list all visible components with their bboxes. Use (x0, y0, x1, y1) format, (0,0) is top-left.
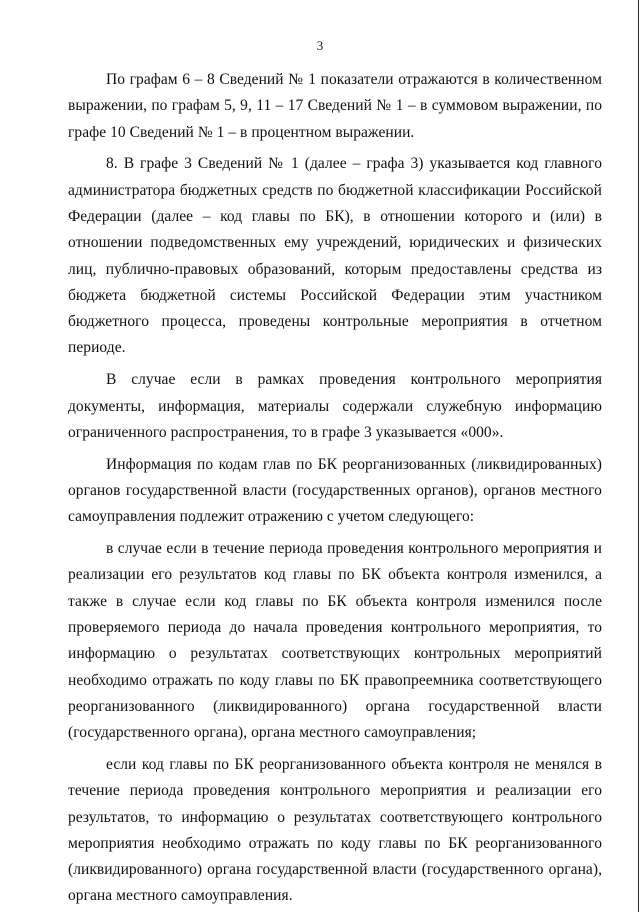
paragraph-graphs-6-8: По графам 6 – 8 Сведений № 1 показатели отражаются в количественном выражении, по графам 5, 9, 11 – 17 Сведений № 1 – в суммовом выражении, по графе 10 Сведений № 1 – в процентном выражении. (68, 71, 602, 141)
paragraph-restricted-info: В случае если в рамках проведения контрольного мероприятия документы, информация, материалы содержали служебную информацию ограниченного распространения, то в графе 3 указывается «000». (68, 371, 602, 441)
paragraph-code-unchanged: если код главы по БК реорганизованного объекта контроля не менялся в течение периода проведения контрольного мероприятия и реализации его результатов, то информацию о результатах соответствующего контрольного мероприятия необходимо отражать по коду главы по БК реорганизованного (ликвидированного) органа государственной власти (государственного органа), органа местного самоуправления. (68, 755, 602, 905)
paragraph-code-changed: в случае если в течение периода проведения контрольного мероприятия и реализации его результатов код главы по БК объекта контроля изменился, а также в случае если код главы по БК объекта контроля изменился после проверяемого периода до начала проведения контрольного мероприятия, то информацию о результатах соответствующих контрольных мероприятий необходимо отражать по коду главы по БК правопреемника соответствующего реорганизованного (ликвидированного) органа государственной власти (государственного органа), органа местного самоуправления; (68, 540, 602, 742)
page-number: 3 (316, 38, 324, 53)
page-edge-line (638, 0, 639, 912)
document-body (68, 67, 602, 915)
paragraph-reorganized-bodies: Информация по кодам глав по БК реорганизованных (ликвидированных) органов государственной власти (государственных органов), органов местного самоуправления подлежит отражению с учетом следующего: (68, 455, 602, 526)
paragraph-item-8: 8. В графе 3 Сведений № 1 (далее – графа 3) указывается код главного администратора бюджетных средств по бюджетной классификации Российской Федерации (далее – код главы по БК), в отношении которого и (или) в отношении подведомственных ему учреждений, юридических и физических лиц, публично-правовых образований, которым предоставлены средства из бюджета бюджетной системы Российской Федерации этим участником бюджетного процесса, проведены контрольные мероприятия в отчетном периоде. (68, 155, 602, 357)
